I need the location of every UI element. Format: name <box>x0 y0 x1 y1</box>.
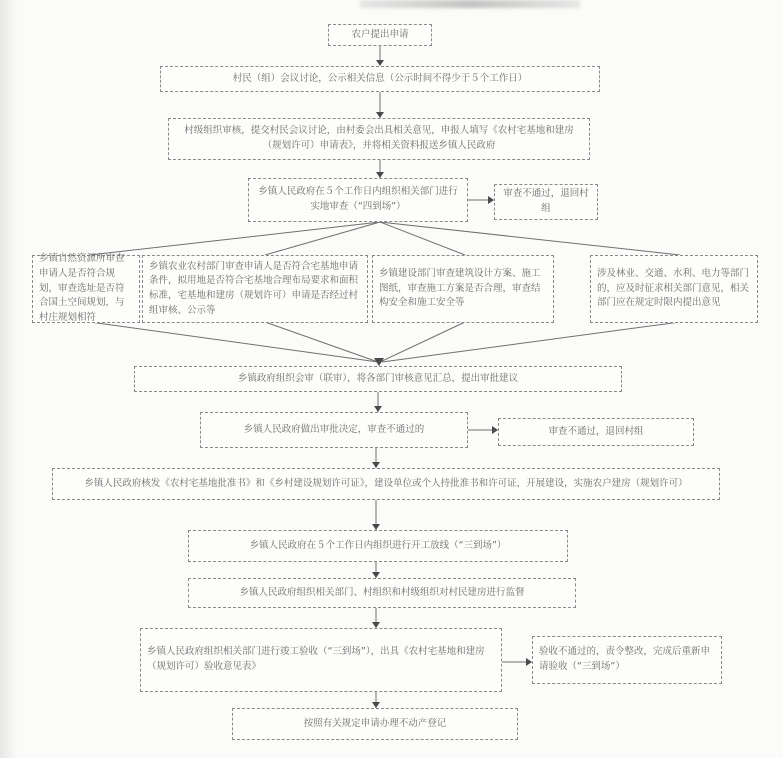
step-completion-acceptance: 乡镇人民政府组织相关部门进行竣工验收（“三到场”），出具《农村宅基地和建房（规划许可）验收意见表》 <box>140 628 502 692</box>
step-township-field-review: 乡镇人民政府在５个工作日内组织相关部门进行实地审查（“四到场”） <box>248 178 468 222</box>
step-rectify: 验收不通过的，责令整改，完成后重新申请验收（“三到场”） <box>532 636 722 684</box>
arrow-n4-n5a <box>90 222 380 255</box>
dept-construction: 乡镇建设部门审查建筑设计方案、施工图纸，审查施工方案是否合理，审查结构安全和施工安全等 <box>372 255 554 323</box>
step-village-review: 村级组织审核，提交村民会议讨论，由村委会出具相关意见，申报人填写《农村宅基地和建房（规划许可）申请表》，并将相关资料报送乡镇人民政府 <box>168 118 590 160</box>
step-reject-return-2: 审查不通过，退回村组 <box>498 418 694 446</box>
step-application: 农户提出申请 <box>328 24 432 46</box>
arrow-n5d-n6 <box>382 322 680 362</box>
arrow-n5a-n6 <box>90 322 378 362</box>
dept-other: 涉及林业、交通、水利、电力等部门的，应及时征求相关部门意见，相关部门应在规定时限内提出意见 <box>590 255 758 323</box>
step-supervision: 乡镇人民政府组织相关部门、村组织和村级组织对村民建房进行监督 <box>188 578 576 608</box>
arrow-n5c-n6 <box>380 322 465 362</box>
dept-agriculture: 乡镇农业农村部门审查申请人是否符合宅基地申请条件，拟用地是否符合宅基地合理布局要求和面积标准，宅基地和建房（规划许可）申请是否经过村组审核、公示等 <box>142 255 368 323</box>
arrow-n4-n5b <box>265 222 380 255</box>
step-approval-decision: 乡镇人民政府做出审批决定，审查不通过的 <box>200 412 468 448</box>
step-joint-review: 乡镇政府组织会审（联审），将各部门审核意见汇总，提出审批建议 <box>134 366 622 392</box>
arrow-n4-n5d <box>380 222 680 255</box>
arrow-n5b-n6 <box>265 322 378 362</box>
step-property-registration: 按照有关规定申请办理不动产登记 <box>232 708 518 740</box>
dept-natural-resources: 乡镇自然资源所审查申请人是否符合规划，审查选址是否符合国土空间规划，与村庄规划相符 <box>32 255 140 323</box>
step-reject-return-1: 审查不通过，退回村组 <box>494 184 598 220</box>
step-village-discussion: 村民（组）会议讨论，公示相关信息（公示时间不得少于５个工作日） <box>160 66 600 92</box>
step-site-layout: 乡镇人民政府在５个工作日内组织进行开工放线（“三到场”） <box>188 530 568 562</box>
step-issue-permits: 乡镇人民政府核发《农村宅基地批准书》和《乡村建设规划许可证》，建设单位或个人持批准书和许可证，开展建设，实施农户建房（规划许可） <box>52 468 720 500</box>
